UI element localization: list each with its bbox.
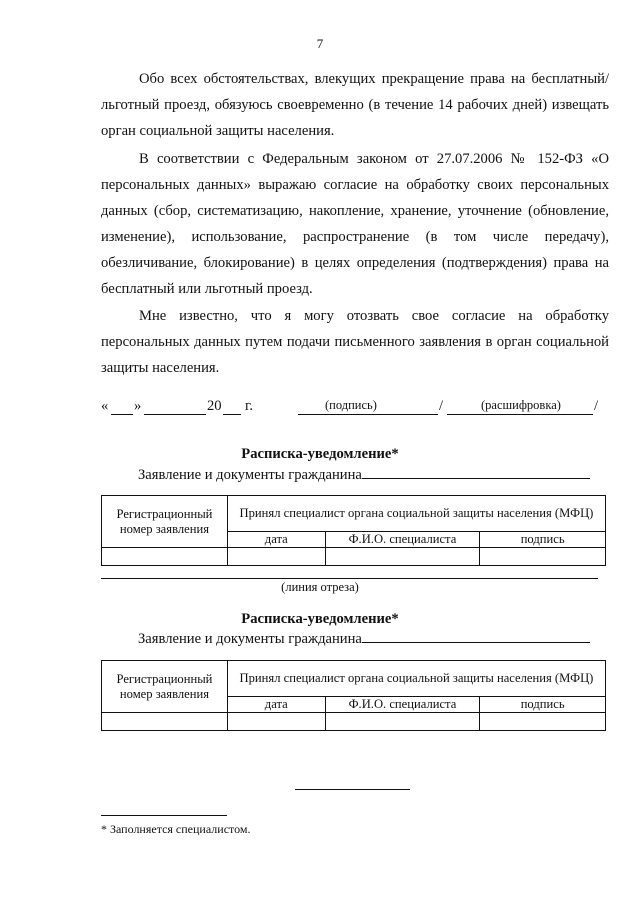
signature-label: (подпись) [325,398,377,412]
applicant-name-field[interactable] [362,464,590,479]
year-suffix: г. [245,398,253,414]
applicant-label: Заявление и документы гражданина [138,467,362,483]
accepted-by-header: Принял специалист органа социальной защиты населения (МФЦ) [227,661,605,697]
registration-table [101,660,606,731]
specialist-name-cell[interactable] [325,548,480,566]
registration-table [101,495,606,566]
accepted-by-header: Принял специалист органа социальной защиты населения (МФЦ) [227,496,605,532]
applicant-line [138,628,590,648]
footnote-rule [101,815,227,816]
decoding-label: (расшифровка) [481,398,561,412]
specialist-name-column-header: Ф.И.О. специалиста [325,532,480,548]
specialist-name-cell[interactable] [325,713,480,731]
receipt-title: Расписка-уведомление* [241,611,399,627]
date-close-quote: » [134,398,142,414]
applicant-name-field[interactable] [362,628,590,643]
specialist-name-column-header: Ф.И.О. специалиста [325,697,480,713]
receipt-title: Расписка-уведомление* [241,446,399,462]
paragraph-notification: Обо всех обстоятельствах, влекущих прекращение права на бесплатный/льготный проезд, обязуюсь своевременно (в течение 14 рабочих дней) извещать орган социальной защиты населения. [101,71,609,139]
date-cell[interactable] [227,713,325,731]
end-of-document-rule [295,789,410,790]
paragraph-revocation: Мне известно, что я могу отозвать свое согласие на обработку персональных данных путем подачи письменного заявления в орган социальной защиты населения. [101,308,609,376]
date-column-header: дата [227,697,325,713]
page-number: 7 [316,36,324,51]
reg-number-cell[interactable] [102,713,228,731]
signature-column-header: подпись [480,532,606,548]
footnote: * Заполняется специалистом. [101,822,251,836]
applicant-label: Заявление и документы гражданина [138,631,362,647]
decoding-field[interactable] [447,414,593,415]
date-signature-row [101,398,611,428]
signature-column-header: подпись [480,697,606,713]
day-field[interactable] [111,414,133,415]
cut-line [101,578,598,579]
year-field[interactable] [223,414,241,415]
date-column-header: дата [227,532,325,548]
signature-separator: / [439,398,444,414]
reg-number-header: Регистрационный номер заявления [102,496,228,548]
signature-cell[interactable] [480,548,606,566]
reg-number-cell[interactable] [102,548,228,566]
paragraph-personal-data-consent: В соответствии с Федеральным законом от 27.07.2006 № 152-ФЗ «О персональных данных» выражаю согласие на обработку своих персональных данных (сбор, систематизацию, накопление, хранение, уточнение (обновление, изменение), использование, распространение (в том числе передачу), обезличивание, блокирование) в целях определения (подтверждения) права на бесплатный или льготный проезд. [101,151,609,297]
month-field[interactable] [144,414,206,415]
decoding-end-slash: / [594,398,599,414]
date-open-quote: « [101,398,109,414]
applicant-line [138,464,590,484]
reg-number-header: Регистрационный номер заявления [102,661,228,713]
year-prefix: 20 [207,398,222,414]
cut-line-label: (линия отреза) [281,580,359,594]
signature-cell[interactable] [480,713,606,731]
date-cell[interactable] [227,548,325,566]
signature-field[interactable] [298,414,438,415]
